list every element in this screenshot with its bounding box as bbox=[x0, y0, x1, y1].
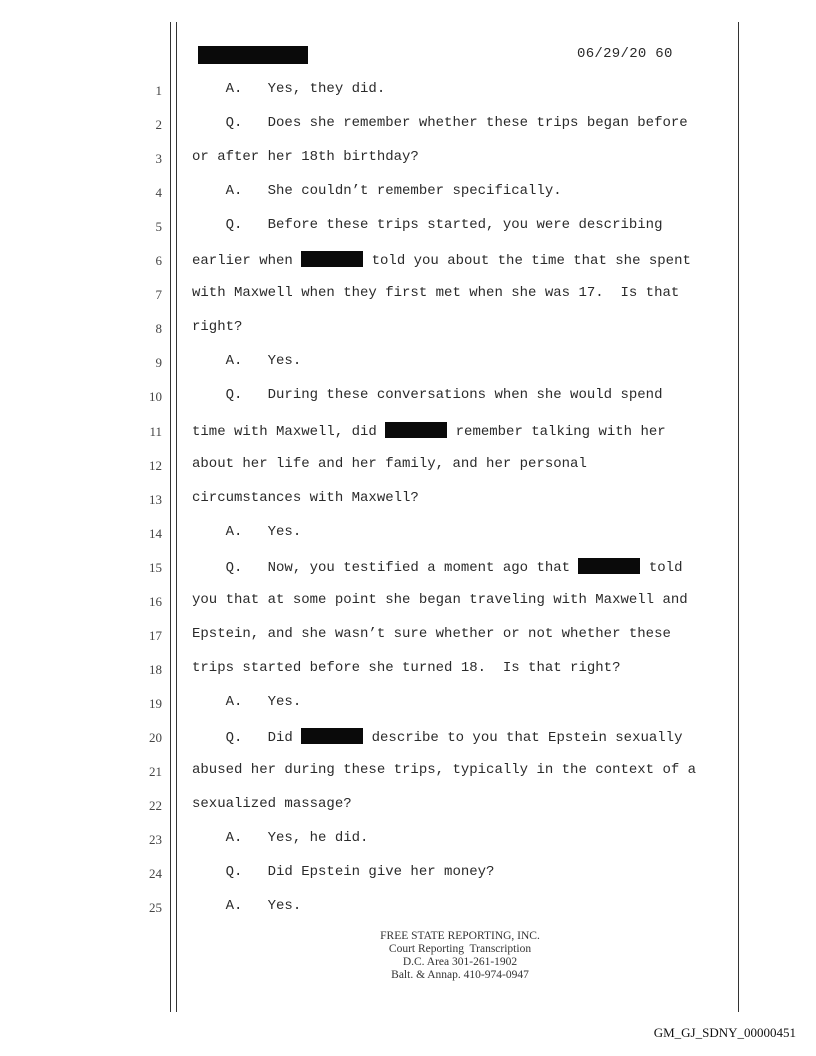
line-text-segment: A. Yes. bbox=[192, 523, 302, 540]
line-number: 12 bbox=[149, 457, 162, 473]
line-number: 21 bbox=[149, 764, 162, 779]
line-text-segment: A. Yes. bbox=[192, 898, 302, 915]
transcript-line bbox=[0, 81, 816, 101]
line-text bbox=[192, 592, 688, 608]
transcript-line bbox=[0, 149, 816, 169]
line-text-segment: told bbox=[640, 559, 683, 576]
line-text bbox=[192, 217, 662, 233]
footer-dc-phone: D.C. Area 301-261-1902 bbox=[402, 956, 518, 968]
transcript-line bbox=[0, 387, 816, 407]
line-number: 15 bbox=[149, 559, 162, 575]
line-number: 20 bbox=[149, 729, 162, 745]
footer-company: FREE STATE REPORTING, INC. bbox=[380, 930, 540, 942]
line-number: 7 bbox=[155, 287, 162, 303]
transcript-line bbox=[0, 353, 816, 373]
line-text-segment: Q. During these conversations when she would spend bbox=[192, 387, 663, 404]
transcript-line bbox=[0, 524, 816, 544]
line-text-segment: Epstein, and she wasn’t sure whether or not whether these bbox=[192, 625, 671, 642]
line-text-segment: A. Yes. bbox=[192, 353, 302, 370]
line-text-segment: A. Yes, they did. bbox=[192, 81, 386, 97]
line-text bbox=[192, 422, 666, 440]
line-text-segment: remember talking with her bbox=[447, 423, 666, 440]
transcript-line bbox=[0, 660, 816, 680]
line-number: 1 bbox=[155, 83, 162, 98]
line-text bbox=[192, 285, 679, 301]
line-text-segment: A. She couldn’t remember specifically. bbox=[192, 183, 562, 200]
line-number: 13 bbox=[149, 491, 162, 507]
footer-services: Court Reporting Transcription bbox=[388, 943, 532, 955]
line-text bbox=[192, 524, 301, 540]
line-text-segment: A. Yes. bbox=[192, 693, 302, 710]
line-text-segment: Q. Does she remember whether these trips began before bbox=[192, 115, 688, 132]
line-text-segment: Q. Did bbox=[192, 729, 302, 746]
transcript-line bbox=[0, 285, 816, 305]
line-text-segment: abused her during these trips, typically in the context of a bbox=[192, 762, 697, 778]
line-number: 24 bbox=[149, 866, 162, 882]
line-number: 19 bbox=[149, 695, 162, 711]
line-text-segment: Q. Before these trips started, you were describing bbox=[192, 217, 663, 234]
line-number: 8 bbox=[155, 321, 162, 337]
line-text-segment: sexualized massage? bbox=[192, 796, 352, 813]
line-text bbox=[192, 183, 562, 199]
line-text bbox=[192, 558, 682, 576]
line-text bbox=[192, 830, 368, 846]
line-text-segment: with Maxwell when they first met when she was 17. Is that bbox=[192, 285, 680, 302]
line-text bbox=[192, 319, 242, 335]
transcript-line bbox=[0, 490, 816, 510]
transcript-line bbox=[0, 183, 816, 203]
transcript-line bbox=[0, 456, 816, 476]
redaction-box bbox=[385, 422, 447, 438]
transcript-line bbox=[0, 592, 816, 612]
transcript-line bbox=[0, 898, 816, 918]
transcript-line bbox=[0, 558, 816, 578]
line-text-segment: describe to you that Epstein sexually bbox=[363, 729, 683, 746]
line-text-segment: earlier when bbox=[192, 253, 302, 270]
redaction-box bbox=[578, 558, 640, 574]
line-text bbox=[192, 115, 688, 131]
line-text-segment: or after her 18th birthday? bbox=[192, 149, 419, 166]
redaction-box bbox=[301, 251, 363, 267]
line-text-segment: A. Yes, he did. bbox=[192, 830, 369, 847]
transcript-line bbox=[0, 626, 816, 646]
transcript-line bbox=[0, 728, 816, 748]
transcript-line bbox=[0, 319, 816, 339]
line-text-segment: Q. Did Epstein give her money? bbox=[192, 864, 495, 881]
line-text-segment: Q. Now, you testified a moment ago that bbox=[192, 559, 579, 576]
line-number: 3 bbox=[155, 151, 162, 167]
line-number: 17 bbox=[149, 627, 162, 643]
line-text-segment: told you about the time that she spent bbox=[363, 253, 691, 270]
date-page-number: 06/29/20 60 bbox=[577, 46, 673, 62]
line-number: 4 bbox=[155, 185, 162, 201]
line-number: 14 bbox=[149, 525, 162, 541]
line-text-segment: you that at some point she began traveling with Maxwell and bbox=[192, 591, 688, 608]
line-number: 16 bbox=[149, 593, 162, 609]
transcript-line bbox=[0, 251, 816, 271]
line-text-segment: right? bbox=[192, 319, 243, 336]
line-number: 9 bbox=[155, 355, 162, 371]
transcript-line bbox=[0, 217, 816, 237]
line-number: 25 bbox=[149, 900, 162, 916]
bates-number: GM_GJ_SDNY_00000451 bbox=[653, 1025, 796, 1040]
transcript-line bbox=[0, 796, 816, 816]
line-text bbox=[192, 353, 301, 369]
line-text bbox=[192, 762, 696, 778]
line-text-segment: time with Maxwell, did bbox=[192, 423, 386, 440]
line-text bbox=[192, 251, 691, 269]
line-text bbox=[192, 660, 620, 676]
line-text bbox=[192, 626, 671, 642]
line-text bbox=[192, 796, 352, 812]
line-number: 10 bbox=[149, 389, 162, 405]
line-text bbox=[192, 149, 419, 165]
redaction-box bbox=[301, 728, 363, 744]
line-text bbox=[192, 490, 419, 506]
transcript-line bbox=[0, 762, 816, 782]
line-text bbox=[192, 387, 662, 403]
line-number: 6 bbox=[155, 253, 162, 269]
transcript-line bbox=[0, 864, 816, 884]
redaction-box bbox=[198, 46, 308, 64]
line-text bbox=[192, 694, 301, 710]
transcript-line bbox=[0, 694, 816, 714]
line-number: 5 bbox=[155, 219, 162, 235]
line-text-segment: trips started before she turned 18. Is that right? bbox=[192, 659, 621, 676]
line-number: 23 bbox=[149, 832, 162, 848]
transcript-line bbox=[0, 115, 816, 135]
transcript-line bbox=[0, 830, 816, 850]
transcript-line bbox=[0, 422, 816, 442]
footer-balt-phone: Balt. & Annap. 410-974-0947 bbox=[391, 969, 529, 981]
line-text bbox=[192, 81, 385, 97]
line-text bbox=[192, 864, 494, 880]
line-number: 11 bbox=[149, 423, 162, 439]
line-number: 2 bbox=[155, 117, 162, 133]
line-text bbox=[192, 456, 587, 472]
line-text-segment: about her life and her family, and her personal bbox=[192, 455, 587, 472]
line-number: 18 bbox=[149, 661, 162, 677]
line-text bbox=[192, 898, 301, 914]
line-text-segment: circumstances with Maxwell? bbox=[192, 489, 419, 506]
line-text bbox=[192, 728, 682, 746]
line-number: 22 bbox=[149, 798, 162, 814]
reporter-footer bbox=[300, 930, 620, 982]
